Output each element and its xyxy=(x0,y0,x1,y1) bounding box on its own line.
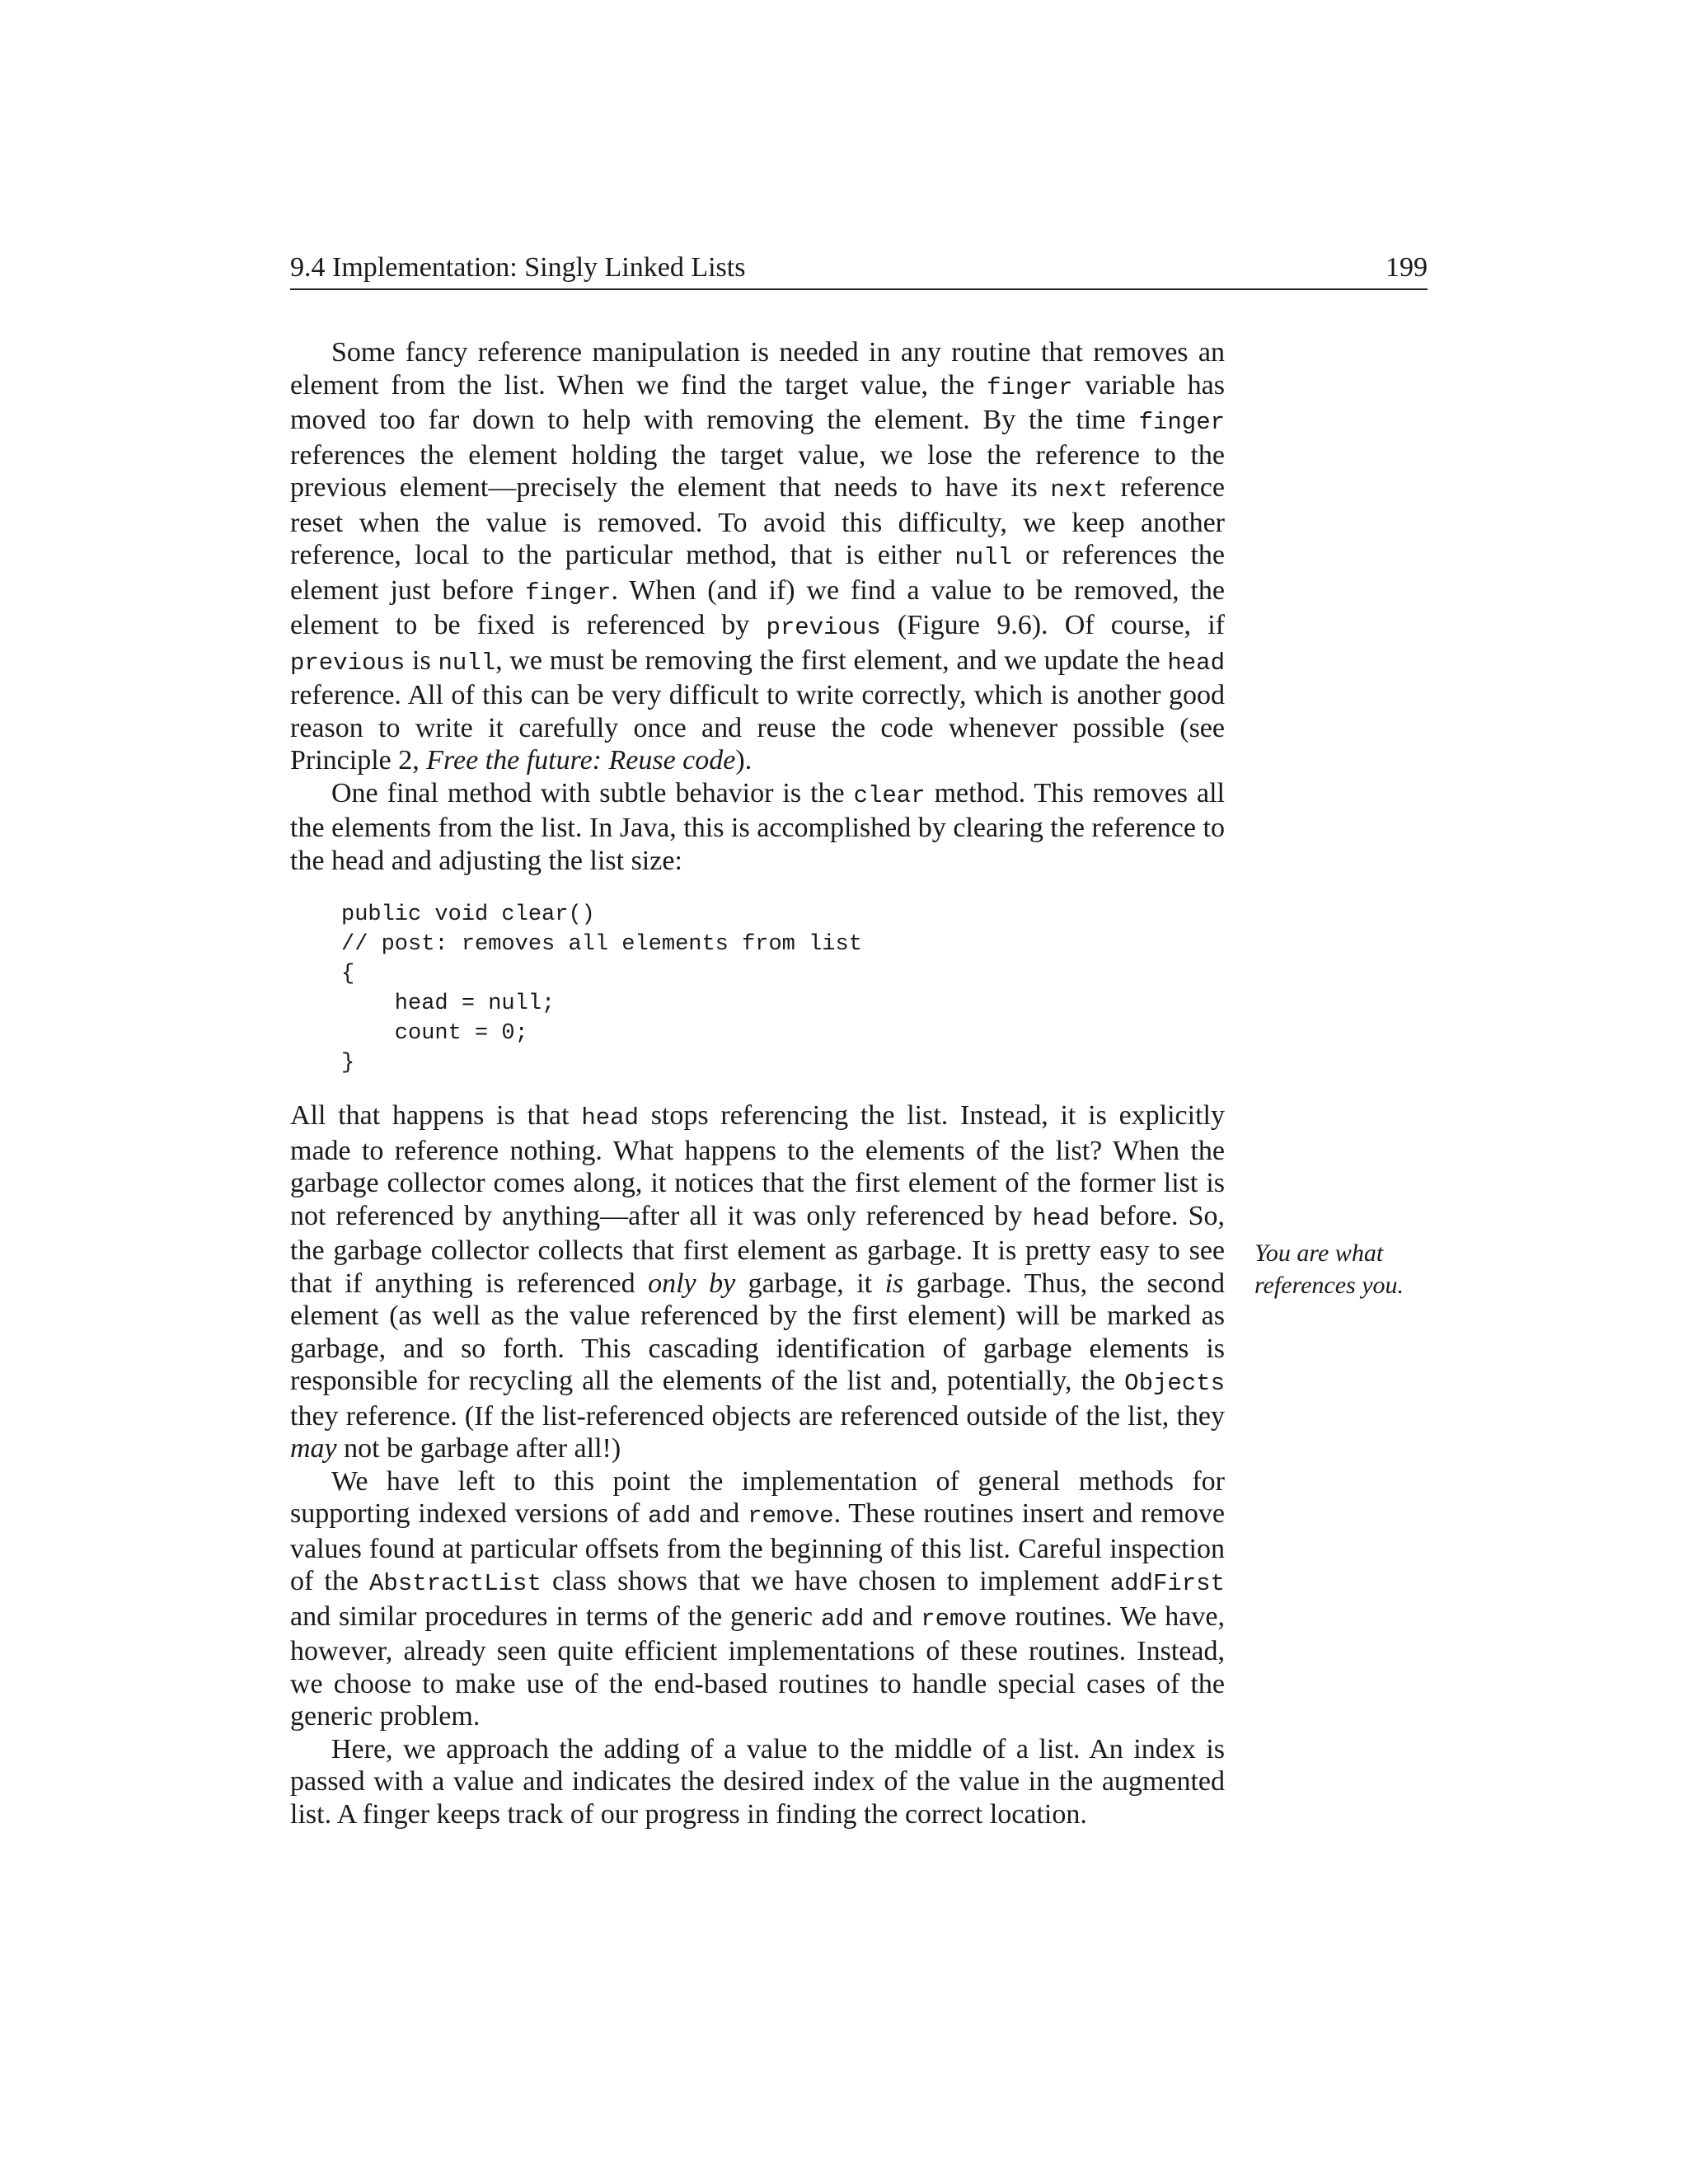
inline-code: remove xyxy=(921,1605,1007,1633)
inline-code: head xyxy=(1032,1204,1090,1232)
code-line: head = null; xyxy=(341,991,556,1016)
inline-code: clear xyxy=(853,781,926,809)
inline-code: Objects xyxy=(1124,1370,1225,1397)
code-line: // post: removes all elements from list xyxy=(341,932,862,957)
margin-note xyxy=(1254,1237,1428,1301)
emphasis: only by xyxy=(648,1268,736,1299)
emphasis: is xyxy=(884,1268,904,1299)
code-listing xyxy=(341,900,1225,1078)
inline-code: addFirst xyxy=(1109,1570,1225,1597)
paragraph-4: We have left to this point the implementation of general methods for supporting indexed versions of add and remove. These routines insert and remove values found at particular offsets from the beginning of this list. Careful inspection of the AbstractList class shows that we have chosen to implement addFirst and similar procedures in terms of the generic add and remove routines. We have, however, already seen quite efficient implementations of these routines. Instead, we choose to make use of the end-based routines to handle special cases of the generic problem. xyxy=(290,1465,1225,1732)
principle-name: Free the future: Reuse code xyxy=(426,745,736,776)
inline-code: finger xyxy=(1138,409,1225,436)
inline-code: previous xyxy=(766,614,881,641)
emphasis: may xyxy=(290,1433,337,1464)
paragraph-3: All that happens is that head stops referencing the list. Instead, it is explicitly made to reference nothing. What happens to the elements of the list? When the garbage collector comes along, it notices that the first element of the former list is not referenced by anything—after all it was only referenced by head before. So, the garbage collector collects that first element as garbage. It is pretty easy to see that if anything is referenced only by garbage, it is garbage. Thus, the second element (as well as the value referenced by the first element) will be marked as garbage, and so forth. This cascading identification of garbage elements is responsible for recycling all the elements of the list and, potentially, the Objects they reference. (If the list-referenced objects are referenced outside of the list, they may not be garbage after all!) xyxy=(290,1100,1225,1464)
code-line: count = 0; xyxy=(341,1021,528,1046)
page-number: 199 xyxy=(1386,252,1428,283)
main-text xyxy=(290,336,1225,1830)
margin-note-line: You are what xyxy=(1254,1240,1384,1267)
inline-code: head xyxy=(1167,649,1225,677)
inline-code: finger xyxy=(525,579,612,607)
paragraph-1: Some fancy reference manipulation is needed in any routine that removes an element from the list. When we find the target value, the finger variable has moved too far down to help with removing the element. By the time finger references the element holding the target value, we lose the reference to the previous element—precisely the element that needs to have its next reference reset when the value is removed. To avoid this difficulty, we keep another reference, local to the particular method, that is either null or references the element just before finger. When (and if) we find a value to be removed, the element to be fixed is referenced by previous (Figure 9.6). Of course, if previous is null, we must be removing the first element, and we update the head reference. All of this can be very difficult to write correctly, which is another good reason to write it carefully once and reuse the code whenever possible (see Principle 2, Free the future: Reuse code). xyxy=(290,337,1226,776)
section-title: 9.4 Implementation: Singly Linked Lists xyxy=(290,252,746,283)
code-line: { xyxy=(341,962,355,987)
inline-code: finger xyxy=(987,373,1073,401)
inline-code: AbstractList xyxy=(369,1570,542,1597)
inline-code: null xyxy=(438,649,496,677)
inline-code: add xyxy=(648,1502,692,1530)
inline-code: next xyxy=(1050,476,1108,504)
inline-code: head xyxy=(581,1104,639,1132)
inline-code: remove xyxy=(748,1502,834,1530)
code-line: } xyxy=(341,1051,355,1076)
code-line: public void clear() xyxy=(341,902,595,927)
inline-code: null xyxy=(954,544,1012,571)
paragraph-2: One final method with subtle behavior is the clear method. This removes all the elements from the list. In Java, this is accomplished by clearing the reference to the head and adjusting the list size: xyxy=(290,777,1226,876)
margin-note-line: references you. xyxy=(1254,1272,1404,1299)
running-header xyxy=(290,252,1428,290)
paragraph-5: Here, we approach the adding of a value to the middle of a list. An index is passed with a value and indicates the desired index of the value in the augmented list. A finger keeps track of our progress in finding the correct location. xyxy=(290,1733,1225,1830)
inline-code: previous xyxy=(290,649,406,677)
inline-code: add xyxy=(821,1605,865,1633)
